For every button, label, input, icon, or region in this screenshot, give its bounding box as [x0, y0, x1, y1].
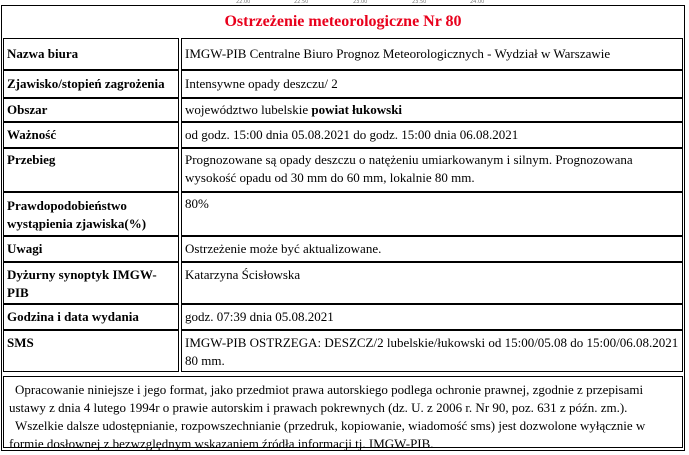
row-value: godz. 07:39 dnia 05.08.2021	[181, 304, 683, 330]
row-label: Godzina i data wydania	[3, 304, 179, 330]
copyright-paragraph: Opracowanie niniejsze i jego format, jako przedmiot prawa autorskiego podlega ochronie prawnej, zgodnie z przepisami ustawy z dnia 4 lutego 1994r o prawie autorskim i prawach pokrewnych (dz. U. z 2006 r. Nr 90, poz. 631 z późn. zm.).	[9, 382, 644, 415]
row-value: 80%	[181, 192, 683, 236]
warning-title: Ostrzeżenie meteorologiczne Nr 80	[224, 13, 462, 30]
ruler-tick-label: 23.50	[412, 0, 427, 5]
row-forecaster	[3, 262, 683, 304]
row-value: Katarzyna Ścisłowska	[181, 262, 683, 304]
row-label: SMS	[3, 330, 179, 372]
row-value: od godz. 15:00 dnia 05.08.2021 do godz. 15:00 dnia 06.08.2021	[181, 122, 683, 148]
row-office	[3, 38, 683, 70]
row-label: Ważność	[3, 122, 179, 148]
area-region: województwo lubelskie	[185, 102, 309, 117]
row-remarks	[3, 236, 683, 262]
row-value: Intensywne opady deszczu/ 2	[181, 70, 683, 98]
ruler-tick-label: 24.00	[470, 0, 485, 5]
row-label: Dyżurny synoptyk IMGW-PIB	[3, 262, 179, 304]
row-value: IMGW-PIB OSTRZEGA: DESZCZ/2 lubelskie/łukowski od 15:00/05.08 do 15:00/06.08.2021 80 mm.	[181, 330, 683, 372]
row-label: Zjawisko/stopień zagrożenia	[3, 70, 179, 98]
ruler-tick-label: 22.50	[294, 0, 309, 5]
ruler-tick-label: 22.00	[236, 0, 251, 5]
row-label: Obszar	[3, 98, 179, 122]
copyright-notice	[3, 376, 683, 451]
row-value: Ostrzeżenie może być aktualizowane.	[181, 236, 683, 262]
row-phenomenon	[3, 70, 683, 98]
row-course	[3, 148, 683, 192]
warning-document	[1, 5, 685, 451]
row-validity	[3, 122, 683, 148]
distribution-paragraph: Wszelkie dalsze udostępnianie, rozpowszechnianie (przedruk, kopiowanie, wiadomość sms) jest dozwolone wyłącznie w formie dosłownej z bezwzględnym wskazaniem źródła informacji tj. IMGW-PIB.	[9, 418, 646, 451]
row-probability	[3, 192, 683, 236]
row-label: Uwagi	[3, 236, 179, 262]
row-sms	[3, 330, 683, 372]
row-value: IMGW-PIB Centralne Biuro Prognoz Meteorologicznych - Wydział w Warszawie	[181, 38, 683, 70]
row-label: Prawdopodobieństwo wystąpienia zjawiska(%)	[3, 192, 179, 236]
row-issued	[3, 304, 683, 330]
row-label: Nazwa biura	[3, 38, 179, 70]
ruler-tick-label: 23.00	[353, 0, 368, 5]
area-district: powiat łukowski	[311, 102, 403, 117]
row-area	[3, 98, 683, 122]
row-label: Przebieg	[3, 148, 179, 192]
row-value	[181, 98, 683, 122]
row-value: Prognozowane są opady deszczu o natężeniu umiarkowanym i silnym. Prognozowana wysokość opadu od 30 mm do 60 mm, lokalnie 80 mm.	[181, 148, 683, 192]
